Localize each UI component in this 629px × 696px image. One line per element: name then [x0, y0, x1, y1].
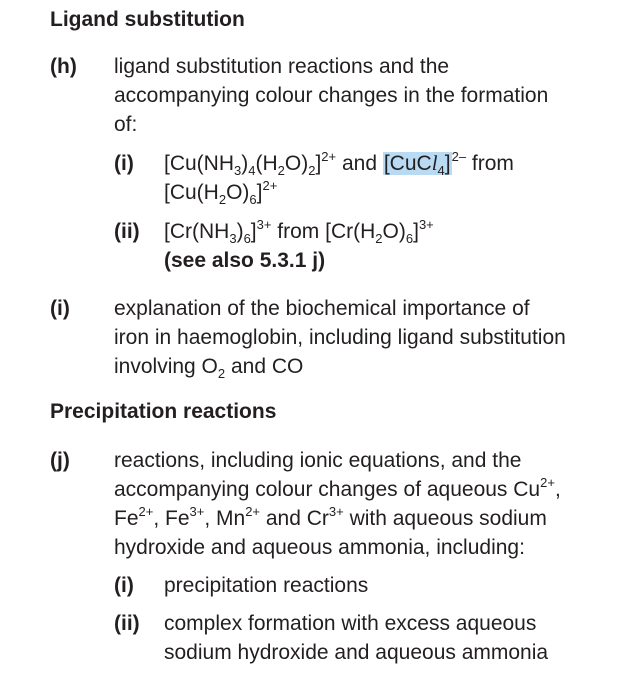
formula-charge: 3+ [189, 504, 205, 519]
formula-charge: 3+ [328, 504, 344, 519]
formula-part: [CuC [383, 152, 432, 175]
item-h-line2: accompanying colour changes in the formation [114, 84, 549, 107]
subitem-j-ii-line2: sodium hydroxide and aqueous ammonia [164, 641, 549, 664]
formula-part: [Cr(NH [164, 220, 230, 243]
formula-part: O) [284, 152, 309, 175]
item-i-line3 [114, 352, 303, 381]
item-h-line1: ligand substitution reactions and the [114, 55, 450, 78]
formula-sub: 3 [234, 163, 242, 178]
text-part: Fe [114, 507, 139, 530]
formula-sub: 2 [217, 366, 226, 381]
item-j-line1: reactions, including ionic equations, and the [114, 449, 522, 472]
formula-charge: 2+ [321, 149, 337, 164]
subitem-j-ii-line1: complex formation with excess aqueous [164, 612, 537, 635]
item-i-line1: explanation of the biochemical importance of [114, 297, 530, 320]
item-h-line3: of: [114, 113, 138, 136]
formula-sub: 3 [229, 231, 237, 246]
formula-part: ] [256, 181, 263, 204]
formula-cu-hexaaqua [164, 178, 277, 207]
formula-part: l [431, 151, 438, 175]
formula-charge: 2+ [245, 504, 261, 519]
formula-cu-ammine-aqua [164, 149, 514, 178]
formula-part: from [Cr(H [271, 220, 376, 243]
text-part: and Cr [260, 507, 329, 530]
formula-sub: 4 [248, 163, 256, 178]
formula-sub: 2 [218, 192, 227, 207]
subitem-j-i-text: precipitation reactions [164, 574, 369, 597]
formula-sub: 4 [437, 163, 445, 178]
formula-sub: 6 [405, 231, 414, 246]
formula-sub: 2 [277, 163, 285, 178]
formula-part: [Cu(NH [164, 152, 235, 175]
text-part: with aqueous sodium [343, 507, 547, 530]
item-label-j: (j) [50, 449, 70, 472]
formula-sub: 2 [375, 231, 383, 246]
formula-charge: 2+ [262, 178, 278, 193]
formula-part: ) [236, 220, 244, 243]
formula-part: O) [382, 220, 406, 243]
formula-part: ] [250, 220, 257, 243]
item-j-line3 [114, 504, 547, 533]
item-j-line4: hydroxide and aqueous ammonia, including: [114, 536, 525, 559]
highlighted-selection[interactable] [383, 151, 452, 178]
formula-charge: 2– [451, 149, 467, 164]
formula-part: ) [241, 152, 249, 175]
formula-part: ] [315, 152, 322, 175]
text-part: , Fe [153, 507, 190, 530]
text-part: , [554, 478, 561, 501]
formula-cr-hexaammine [164, 217, 434, 246]
formula-charge: 3+ [256, 217, 272, 232]
item-j-line2 [114, 475, 561, 504]
formula-charge: 3+ [418, 217, 434, 232]
text-part: involving O [114, 355, 218, 378]
formula-part: ] [413, 220, 419, 243]
formula-part: (H [255, 152, 278, 175]
item-i-line2: iron in haemoglobin, including ligand substitution [114, 326, 566, 349]
section-heading-precipitation-reactions: Precipitation reactions [50, 400, 277, 423]
subitem-label-h-ii: (ii) [114, 220, 140, 243]
formula-sub: 6 [249, 192, 257, 207]
item-label-i: (i) [50, 297, 70, 320]
text-part: and CO [225, 355, 304, 378]
formula-part: [Cu(H [164, 181, 219, 204]
see-also-reference: (see also 5.3.1 j) [164, 249, 326, 272]
formula-part: O) [226, 181, 250, 204]
formula-sub: 2 [308, 163, 316, 178]
subitem-label-j-ii: (ii) [114, 612, 140, 635]
connector-text: and [336, 152, 383, 175]
subitem-label-h-i: (i) [114, 152, 134, 175]
text-part: accompanying colour changes of aqueous Cu [114, 478, 541, 501]
formula-sub: 6 [243, 231, 251, 246]
connector-text: from [466, 152, 514, 175]
subitem-label-j-i: (i) [114, 574, 134, 597]
formula-part: ] [444, 152, 451, 175]
formula-charge: 2+ [138, 504, 154, 519]
formula-charge: 2+ [540, 475, 555, 490]
section-heading-ligand-substitution: Ligand substitution [50, 8, 245, 31]
item-label-h: (h) [50, 55, 77, 78]
text-part: , Mn [204, 507, 246, 530]
